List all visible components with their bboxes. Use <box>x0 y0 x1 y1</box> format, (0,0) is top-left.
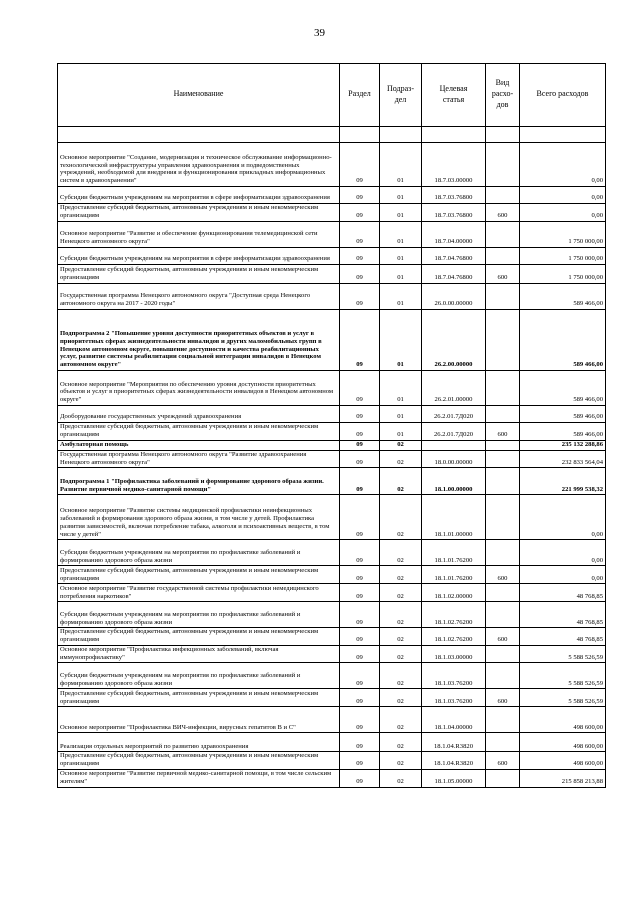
row-razdel: 09 <box>340 495 380 540</box>
row-stat: 18.1.03.76200 <box>422 689 486 707</box>
row-sum: 1 750 000,00 <box>520 265 606 284</box>
row-vid: 600 <box>486 566 520 584</box>
row-name: Основное мероприятие "Мероприятия по обеспечению уровня доступности приоритетных объектов и услуг в приоритетных сферах жизнедеятельности инвалидов в Ненецком автономном округе" <box>58 371 340 406</box>
row-stat: 26.0.00.00000 <box>422 284 486 310</box>
row-name: Субсидии бюджетным учреждениям на мероприятия по профилактике заболеваний и формированию здорового образа жизни <box>58 663 340 689</box>
row-name: Амбулаторная помощь <box>58 441 340 451</box>
row-name: Предоставление субсидий бюджетным, автономным учреждениям и иным некоммерческим организациям <box>58 423 340 441</box>
row-podrazdel: 02 <box>380 468 422 495</box>
row-vid <box>486 495 520 540</box>
row-podrazdel: 02 <box>380 733 422 752</box>
row-stat: 26.2.01.00000 <box>422 371 486 406</box>
page-number: 39 <box>314 27 325 39</box>
row-razdel: 09 <box>340 707 380 733</box>
row-name: Субсидии бюджетным учреждениям на мероприятия по профилактике заболеваний и формированию здорового образа жизни <box>58 602 340 628</box>
table-row <box>58 187 606 204</box>
row-stat: 18.1.04.R3820 <box>422 733 486 752</box>
row-vid <box>486 248 520 265</box>
row-stat: 26.2.01.7Д020 <box>422 423 486 441</box>
row-stat: 18.1.01.76200 <box>422 566 486 584</box>
row-podrazdel: 01 <box>380 204 422 222</box>
table-row <box>58 645 606 663</box>
row-podrazdel: 01 <box>380 248 422 265</box>
row-vid <box>486 540 520 566</box>
row-sum: 498 600,00 <box>520 707 606 733</box>
row-vid <box>486 769 520 787</box>
row-sum: 589 466,00 <box>520 423 606 441</box>
table-row <box>58 689 606 707</box>
row-name: Основное мероприятие "Создание, модернизация и техническое обслуживание информационно-технологической инфраструктуры управления здравоохранения и подведомственных учреждений, необходимой для внедрения и функционирования прикладных информационных систем в здравоохранении" <box>58 143 340 187</box>
row-razdel: 09 <box>340 284 380 310</box>
row-sum: 235 132 288,86 <box>520 441 606 451</box>
row-name: Государственная программа Ненецкого автономного округа "Доступная среда Ненецкого автономного округа на 2017 - 2020 годы" <box>58 284 340 310</box>
row-vid: 600 <box>486 689 520 707</box>
spacer-row <box>58 127 606 143</box>
row-podrazdel: 02 <box>380 441 422 451</box>
row-stat: 18.1.03.00000 <box>422 645 486 663</box>
row-podrazdel: 01 <box>380 222 422 248</box>
row-name: Субсидии бюджетным учреждениям на мероприятия в сфере информатизации здравоохранения <box>58 248 340 265</box>
row-stat <box>422 441 486 451</box>
row-name: Основное мероприятие "Развитие первичной медико-санитарной помощи, в том числе сельским жителям" <box>58 769 340 787</box>
table-row <box>58 584 606 602</box>
row-stat: 18.7.04.76800 <box>422 265 486 284</box>
table-row <box>58 248 606 265</box>
header-razdel: Раздел <box>340 64 380 127</box>
table-row <box>58 423 606 441</box>
row-razdel: 09 <box>340 423 380 441</box>
row-razdel: 09 <box>340 645 380 663</box>
row-razdel: 09 <box>340 584 380 602</box>
row-podrazdel: 01 <box>380 284 422 310</box>
row-razdel: 09 <box>340 143 380 187</box>
table-header <box>58 64 606 127</box>
row-name: Предоставление субсидий бюджетным, автономным учреждениям и иным некоммерческим организациям <box>58 689 340 707</box>
row-sum: 48 768,85 <box>520 628 606 646</box>
row-stat: 18.7.03.76800 <box>422 187 486 204</box>
row-vid: 600 <box>486 423 520 441</box>
row-podrazdel: 01 <box>380 265 422 284</box>
row-stat: 18.7.03.00000 <box>422 143 486 187</box>
row-podrazdel: 02 <box>380 707 422 733</box>
table-row <box>58 441 606 451</box>
row-razdel: 09 <box>340 540 380 566</box>
row-name: Реализация отдельных мероприятий по развитию здравоохранения <box>58 733 340 752</box>
row-vid <box>486 143 520 187</box>
row-vid <box>486 450 520 468</box>
row-sum: 5 588 526,59 <box>520 663 606 689</box>
row-razdel: 09 <box>340 602 380 628</box>
row-sum: 48 768,85 <box>520 602 606 628</box>
row-vid <box>486 663 520 689</box>
row-sum: 0,00 <box>520 204 606 222</box>
row-razdel: 09 <box>340 733 380 752</box>
table-row <box>58 540 606 566</box>
row-razdel: 09 <box>340 689 380 707</box>
header-sum: Всего расходов <box>520 64 606 127</box>
row-name: Государственная программа Ненецкого автономного округа "Развитие здравоохранения Ненецкого автономного округа" <box>58 450 340 468</box>
row-name: Предоставление субсидий бюджетным, автономным учреждениям и иным некоммерческим организациям <box>58 752 340 770</box>
row-vid <box>486 733 520 752</box>
row-name: Основное мероприятие "Развитие системы медицинской профилактики неинфекционных заболеваний и формирования здорового образа жизни, в том числе у детей. Профилактика развития зависимостей, включая потребление табака, алкоголя и психоактивных веществ, в том числе у детей" <box>58 495 340 540</box>
row-sum: 1 750 000,00 <box>520 222 606 248</box>
row-stat: 18.7.04.00000 <box>422 222 486 248</box>
row-vid: 600 <box>486 628 520 646</box>
row-name: Основное мероприятие "Профилактика ВИЧ-инфекции, вирусных гепатитов В и С" <box>58 707 340 733</box>
row-stat: 26.2.00.00000 <box>422 310 486 371</box>
row-razdel: 09 <box>340 441 380 451</box>
row-vid <box>486 371 520 406</box>
row-vid: 600 <box>486 204 520 222</box>
table-row <box>58 143 606 187</box>
table-row <box>58 602 606 628</box>
row-vid <box>486 602 520 628</box>
row-sum: 0,00 <box>520 143 606 187</box>
row-podrazdel: 02 <box>380 450 422 468</box>
row-vid <box>486 584 520 602</box>
table-row <box>58 406 606 423</box>
row-sum: 221 999 538,32 <box>520 468 606 495</box>
row-podrazdel: 01 <box>380 143 422 187</box>
row-name: Подпрограмма 1 "Профилактика заболеваний и формирование здорового образа жизни. Развитие первичной медико-санитарной помощи" <box>58 468 340 495</box>
row-stat: 18.1.00.00000 <box>422 468 486 495</box>
row-razdel: 09 <box>340 663 380 689</box>
row-stat: 18.1.03.76200 <box>422 663 486 689</box>
row-razdel: 09 <box>340 248 380 265</box>
row-sum: 0,00 <box>520 187 606 204</box>
row-name: Предоставление субсидий бюджетным, автономным учреждениям и иным некоммерческим организациям <box>58 628 340 646</box>
row-razdel: 09 <box>340 310 380 371</box>
row-stat: 26.2.01.7Д020 <box>422 406 486 423</box>
row-sum: 589 466,00 <box>520 406 606 423</box>
row-podrazdel: 01 <box>380 187 422 204</box>
row-name: Субсидии бюджетным учреждениям на мероприятия по профилактике заболеваний и формированию здорового образа жизни <box>58 540 340 566</box>
row-stat: 18.1.02.76200 <box>422 602 486 628</box>
row-vid <box>486 284 520 310</box>
row-stat: 18.1.02.00000 <box>422 584 486 602</box>
row-name: Основное мероприятие "Развитие и обеспечение функционирования телемедицинской сети Ненецкого автономного округа" <box>58 222 340 248</box>
table-row <box>58 204 606 222</box>
table-row <box>58 265 606 284</box>
row-sum: 0,00 <box>520 540 606 566</box>
row-podrazdel: 02 <box>380 645 422 663</box>
row-razdel: 09 <box>340 769 380 787</box>
row-razdel: 09 <box>340 265 380 284</box>
row-name: Подпрограмма 2 "Повышение уровня доступности приоритетных объектов и услуг в приоритетных сферах жизнедеятельности инвалидов и других маломобильных групп в Ненецком автономном округе, повышение доступности и качества реабилитационных услуг, развитие системы реабилитации социальной интеграции инвалидов в Ненецком автономном округе" <box>58 310 340 371</box>
table-row <box>58 495 606 540</box>
row-sum: 0,00 <box>520 495 606 540</box>
header-stat: Целевая статья <box>422 64 486 127</box>
header-podrazdel: Подраз- дел <box>380 64 422 127</box>
row-stat: 18.1.01.00000 <box>422 495 486 540</box>
row-podrazdel: 02 <box>380 663 422 689</box>
table-row <box>58 733 606 752</box>
row-name: Субсидии бюджетным учреждениям на мероприятия в сфере информатизации здравоохранения <box>58 187 340 204</box>
row-razdel: 09 <box>340 566 380 584</box>
table-row <box>58 628 606 646</box>
row-vid <box>486 310 520 371</box>
row-razdel: 09 <box>340 628 380 646</box>
table-row <box>58 769 606 787</box>
row-sum: 589 466,00 <box>520 310 606 371</box>
table-row <box>58 707 606 733</box>
row-podrazdel: 02 <box>380 752 422 770</box>
row-podrazdel: 02 <box>380 495 422 540</box>
header-vid: Вид расхо- дов <box>486 64 520 127</box>
row-stat: 18.1.04.00000 <box>422 707 486 733</box>
row-vid <box>486 406 520 423</box>
row-sum: 0,00 <box>520 566 606 584</box>
row-vid <box>486 707 520 733</box>
row-podrazdel: 01 <box>380 371 422 406</box>
row-podrazdel: 02 <box>380 769 422 787</box>
row-sum: 589 466,00 <box>520 371 606 406</box>
row-name: Основное мероприятие "Профилактика инфекционных заболеваний, включая иммунопрофилактику" <box>58 645 340 663</box>
row-sum: 5 588 526,59 <box>520 689 606 707</box>
row-podrazdel: 01 <box>380 310 422 371</box>
table-row <box>58 371 606 406</box>
row-stat: 18.1.05.00000 <box>422 769 486 787</box>
row-podrazdel: 02 <box>380 628 422 646</box>
row-razdel: 09 <box>340 187 380 204</box>
row-sum: 215 858 213,88 <box>520 769 606 787</box>
table-row <box>58 284 606 310</box>
table-row <box>58 566 606 584</box>
row-vid <box>486 645 520 663</box>
row-podrazdel: 02 <box>380 540 422 566</box>
row-stat: 18.0.00.00000 <box>422 450 486 468</box>
row-stat: 18.1.02.76200 <box>422 628 486 646</box>
row-sum: 498 600,00 <box>520 733 606 752</box>
row-sum: 589 466,00 <box>520 284 606 310</box>
row-razdel: 09 <box>340 222 380 248</box>
row-name: Основное мероприятие "Развитие государственной системы профилактики немедицинского потребления наркотиков" <box>58 584 340 602</box>
row-vid: 600 <box>486 265 520 284</box>
row-razdel: 09 <box>340 752 380 770</box>
row-podrazdel: 01 <box>380 423 422 441</box>
row-vid: 600 <box>486 752 520 770</box>
row-vid <box>486 441 520 451</box>
row-sum: 5 588 526,59 <box>520 645 606 663</box>
row-stat: 18.7.03.76800 <box>422 204 486 222</box>
table-row <box>58 222 606 248</box>
row-podrazdel: 02 <box>380 566 422 584</box>
row-podrazdel: 02 <box>380 584 422 602</box>
row-podrazdel: 02 <box>380 602 422 628</box>
row-podrazdel: 01 <box>380 406 422 423</box>
row-name: Предоставление субсидий бюджетным, автономным учреждениям и иным некоммерческим организациям <box>58 265 340 284</box>
row-stat: 18.7.04.76800 <box>422 248 486 265</box>
row-vid <box>486 187 520 204</box>
row-sum: 498 600,00 <box>520 752 606 770</box>
row-name: Дооборудование государственных учреждений здравоохранения <box>58 406 340 423</box>
row-podrazdel: 02 <box>380 689 422 707</box>
table-body <box>58 127 606 788</box>
table-row <box>58 468 606 495</box>
row-stat: 18.1.01.76200 <box>422 540 486 566</box>
row-stat: 18.1.04.R3820 <box>422 752 486 770</box>
row-sum: 48 768,85 <box>520 584 606 602</box>
row-razdel: 09 <box>340 406 380 423</box>
row-sum: 232 833 564,04 <box>520 450 606 468</box>
table-row <box>58 310 606 371</box>
row-name: Предоставление субсидий бюджетным, автономным учреждениям и иным некоммерческим организациям <box>58 566 340 584</box>
row-sum: 1 750 000,00 <box>520 248 606 265</box>
budget-table <box>57 63 606 788</box>
table-row <box>58 663 606 689</box>
table-row <box>58 752 606 770</box>
row-razdel: 09 <box>340 204 380 222</box>
row-razdel: 09 <box>340 450 380 468</box>
row-vid <box>486 222 520 248</box>
table-row <box>58 450 606 468</box>
row-vid <box>486 468 520 495</box>
row-razdel: 09 <box>340 468 380 495</box>
row-name: Предоставление субсидий бюджетным, автономным учреждениям и иным некоммерческим организациям <box>58 204 340 222</box>
header-name: Наименование <box>58 64 340 127</box>
row-razdel: 09 <box>340 371 380 406</box>
